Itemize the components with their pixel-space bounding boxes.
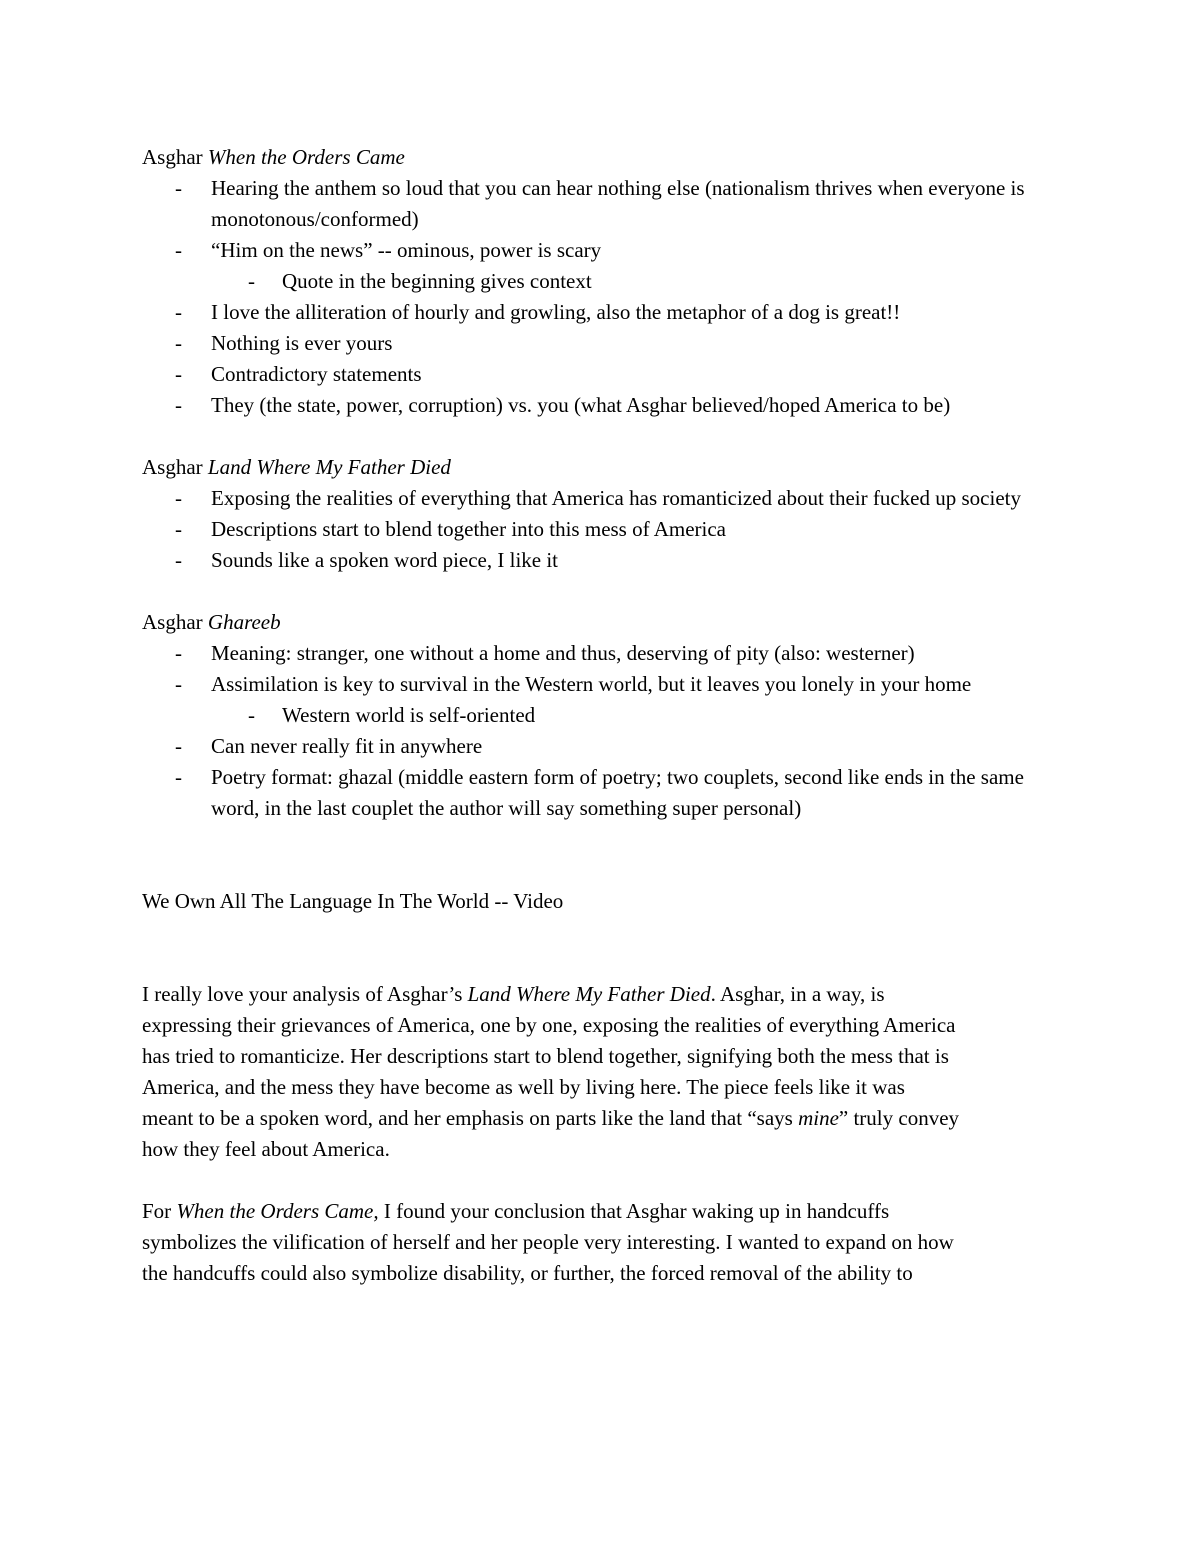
bullet-item xyxy=(142,638,1067,669)
italic-title: mine xyxy=(798,1106,839,1130)
spacer xyxy=(142,1165,1067,1196)
bullet-text: Meaning: stranger, one without a home and thus, deserving of pity (also: westerner) xyxy=(211,641,915,665)
bullet-dash: - xyxy=(175,672,182,696)
bullet-dash: - xyxy=(175,300,182,324)
bullet-text: Western world is self-oriented xyxy=(282,703,536,727)
bullet-list xyxy=(142,173,1067,421)
bullet-item xyxy=(142,359,1067,390)
section-author: Asghar xyxy=(142,610,208,634)
document-body xyxy=(142,142,1067,1289)
text-run: how they feel about America. xyxy=(142,1137,390,1161)
bullet-dash: - xyxy=(175,486,182,510)
section-heading xyxy=(142,452,1067,483)
section-heading xyxy=(142,607,1067,638)
bullet-text: Contradictory statements xyxy=(211,362,422,386)
text-run: meant to be a spoken word, and her emphasis on parts like the land that “says xyxy=(142,1106,799,1130)
text-run: . Asghar, in a way, is xyxy=(710,982,885,1006)
video-line: We Own All The Language In The World -- Video xyxy=(142,889,564,913)
bullet-text: Hearing the anthem so loud that you can hear nothing else (nationalism thrives when everyone is monotonous/conformed) xyxy=(211,176,1025,231)
text-run: ” truly convey xyxy=(838,1106,960,1130)
bullet-dash: - xyxy=(175,393,182,417)
bullet-dash: - xyxy=(248,269,255,293)
paragraph-line xyxy=(142,1103,1067,1134)
text-run: I found your conclusion that Asghar waking up in handcuffs xyxy=(378,1199,890,1223)
bullet-item xyxy=(142,731,1067,762)
italic-title: When the Orders Came, xyxy=(176,1199,379,1223)
bullet-list xyxy=(142,483,1067,576)
paragraph-line xyxy=(142,1072,1067,1103)
section-title: Land Where My Father Died xyxy=(207,455,451,479)
text-run: For xyxy=(142,1199,177,1223)
bullet-text: “Him on the news” -- ominous, power is scary xyxy=(211,238,602,262)
bullet-dash: - xyxy=(175,517,182,541)
text-run: expressing their grievances of America, one by one, exposing the realities of everything America xyxy=(142,1013,956,1037)
text-run: the handcuffs could also symbolize disability, or further, the forced removal of the ability to xyxy=(142,1261,913,1285)
spacer xyxy=(142,576,1067,607)
response-paragraph-2 xyxy=(142,1196,1067,1289)
section-author: Asghar xyxy=(142,145,208,169)
bullet-item xyxy=(142,483,1067,514)
bullet-item xyxy=(142,514,1067,545)
paragraph-line xyxy=(142,1196,1067,1227)
spacer xyxy=(142,917,1067,979)
paragraph-line xyxy=(142,1134,1067,1165)
bullet-dash: - xyxy=(175,641,182,665)
bullet-dash: - xyxy=(248,703,255,727)
bullet-item xyxy=(142,235,1067,266)
paragraph-line xyxy=(142,1227,1067,1258)
bullet-item xyxy=(142,545,1067,576)
text-run: has tried to romanticize. Her descriptions start to blend together, signifying both the mess that is xyxy=(142,1044,949,1068)
paragraph-line xyxy=(142,1010,1067,1041)
bullet-dash: - xyxy=(175,362,182,386)
text-run: America, and the mess they have become as well by living here. The piece feels like it was xyxy=(142,1075,905,1099)
paragraph-line xyxy=(142,1258,1067,1289)
bullet-text: Descriptions start to blend together into this mess of America xyxy=(211,517,726,541)
bullet-text: Can never really fit in anywhere xyxy=(211,734,483,758)
bullet-text: Sounds like a spoken word piece, I like it xyxy=(211,548,559,572)
bullet-text: They (the state, power, corruption) vs. you (what Asghar believed/hoped America to be) xyxy=(211,393,951,417)
text-run: I really love your analysis of Asghar’s xyxy=(142,982,468,1006)
response-paragraph-1 xyxy=(142,979,1067,1165)
bullet-item xyxy=(142,297,1067,328)
text-run: symbolizes the vilification of herself and her people very interesting. I wanted to expand on how xyxy=(142,1230,954,1254)
bullet-dash: - xyxy=(175,176,182,200)
section-title: When the Orders Came xyxy=(207,145,405,169)
bullet-list xyxy=(142,638,1067,824)
italic-title: Land Where My Father Died xyxy=(467,982,711,1006)
bullet-item xyxy=(142,173,1067,235)
bullet-dash: - xyxy=(175,238,182,262)
paragraph-line xyxy=(142,1041,1067,1072)
bullet-dash: - xyxy=(175,734,182,758)
bullet-dash: - xyxy=(175,765,182,789)
bullet-text: I love the alliteration of hourly and growling, also the metaphor of a dog is great!! xyxy=(211,300,901,324)
spacer xyxy=(142,824,1067,886)
section-heading xyxy=(142,142,1067,173)
bullet-text: Nothing is ever yours xyxy=(211,331,393,355)
bullet-item xyxy=(142,669,1067,700)
sub-bullet-item xyxy=(142,266,1067,297)
bullet-dash: - xyxy=(175,331,182,355)
section-author: Asghar xyxy=(142,455,208,479)
paragraph-line xyxy=(142,979,1067,1010)
bullet-dash: - xyxy=(175,548,182,572)
bullet-item xyxy=(142,390,1067,421)
notes-section-ghareeb xyxy=(142,607,1067,824)
spacer xyxy=(142,421,1067,452)
bullet-text: Assimilation is key to survival in the Western world, but it leaves you lonely in your home xyxy=(211,672,972,696)
bullet-text: Poetry format: ghazal (middle eastern form of poetry; two couplets, second like ends in the same word, in the last couplet the author will say something super personal) xyxy=(211,765,1024,820)
bullet-item xyxy=(142,328,1067,359)
sub-bullet-item xyxy=(142,700,1067,731)
notes-section-orders xyxy=(142,142,1067,421)
bullet-item xyxy=(142,762,1067,824)
bullet-text: Exposing the realities of everything that America has romanticized about their fucked up society xyxy=(211,486,1021,510)
bullet-text: Quote in the beginning gives context xyxy=(282,269,592,293)
section-title: Ghareeb xyxy=(207,610,281,634)
notes-section-land xyxy=(142,452,1067,576)
